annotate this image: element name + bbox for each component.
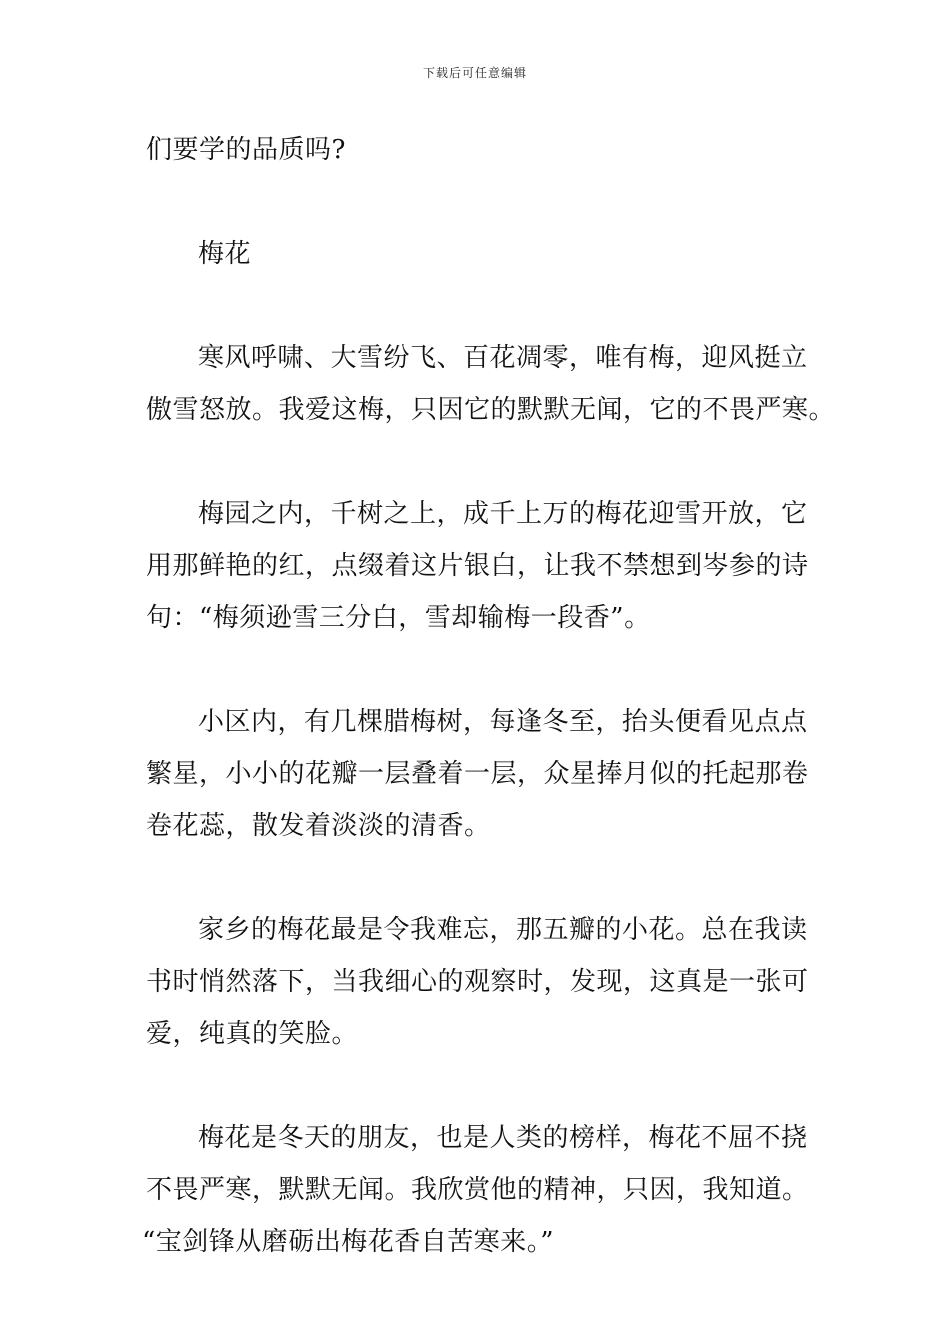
paragraph-gap — [146, 280, 808, 332]
paragraph-line: 用那鲜艳的红，点缀着这片银白，让我不禁想到岑参的诗 — [146, 551, 809, 581]
paragraph-3 — [146, 696, 808, 852]
paragraph-line: 不畏严寒，默默无闻。我欣赏他的精神，只因，我知道。 — [146, 1175, 809, 1205]
paragraph-line: 梅花是冬天的朋友，也是人类的榜样，梅花不屈不挠 — [198, 1123, 808, 1153]
paragraph-4 — [146, 904, 808, 1060]
paragraph-5 — [142, 1112, 809, 1268]
document-body — [142, 124, 836, 1268]
paragraph-1 — [146, 332, 836, 436]
paragraph-line: 寒风呼啸、大雪纷飞、百花凋零，唯有梅，迎风挺立 — [198, 343, 808, 373]
paragraph-gap — [146, 852, 808, 904]
paragraph-gap — [146, 436, 808, 488]
page-header-text: 下载后可任意编辑 — [422, 66, 527, 80]
paragraph-line: 傲雪怒放。我爱这梅，只因它的默默无闻，它的不畏严寒。 — [146, 395, 836, 425]
paragraph-line: 句：“梅须逊雪三分白，雪却输梅一段香”。 — [146, 603, 651, 633]
paragraph-line: 家乡的梅花最是令我难忘，那五瓣的小花。总在我读 — [198, 915, 808, 945]
paragraph-line: 梅园之内，千树之上，成千上万的梅花迎雪开放，它 — [198, 499, 808, 529]
document-title: 梅花 — [198, 239, 252, 269]
paragraph-line: 繁星，小小的花瓣一层叠着一层，众星捧月似的托起那卷 — [146, 759, 809, 789]
paragraph-line: 书时悄然落下，当我细心的观察时，发现，这真是一张可 — [146, 967, 809, 997]
paragraph-line: 卷花蕊，散发着淡淡的清香。 — [146, 811, 491, 841]
paragraph-line: “宝剑锋从磨砺出梅花香自苦寒来。” — [142, 1227, 555, 1257]
paragraph-gap — [146, 1060, 808, 1112]
paragraph-gap — [146, 644, 808, 696]
paragraph-line: 小区内，有几棵腊梅树，每逢冬至，抬头便看见点点 — [198, 707, 808, 737]
paragraph-line: 爱，纯真的笑脸。 — [146, 1019, 359, 1049]
paragraph-gap — [146, 176, 808, 228]
paragraph-2 — [146, 488, 808, 644]
intro-line: 们要学的品质吗? — [146, 135, 346, 165]
